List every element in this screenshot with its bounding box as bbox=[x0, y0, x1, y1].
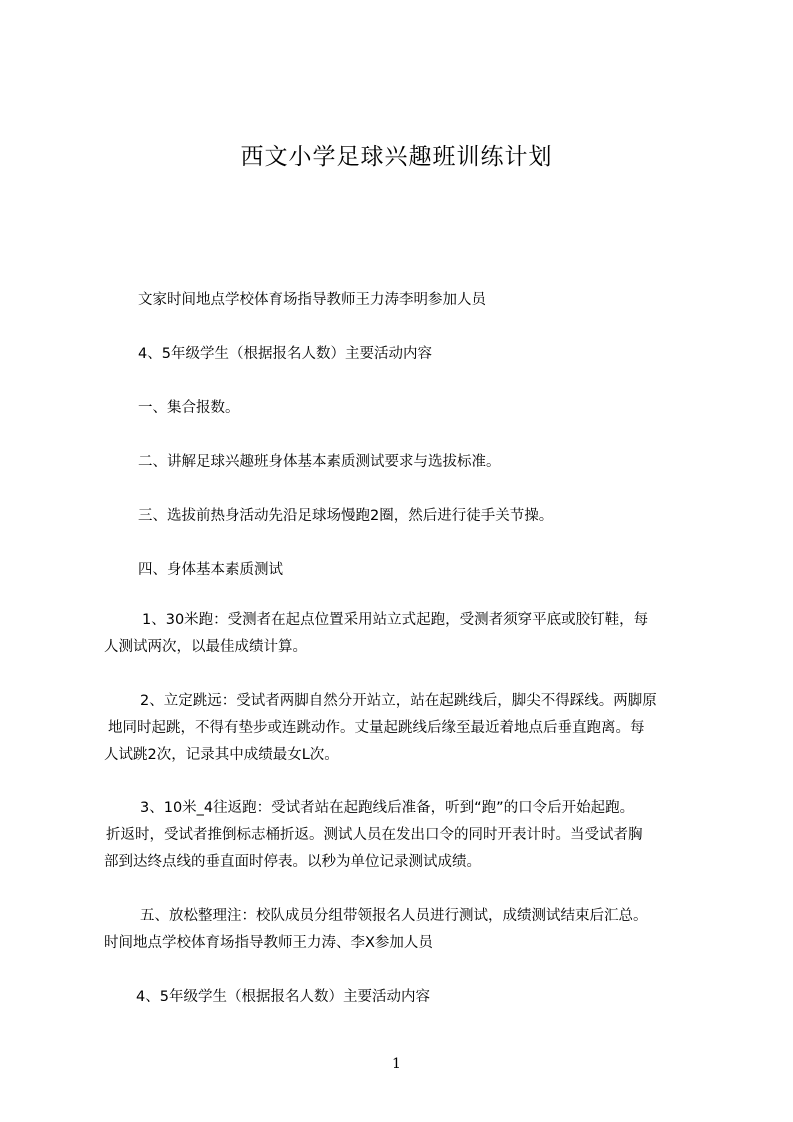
paragraph-closing: 4、5年级学生（根据报名人数）主要活动内容 bbox=[136, 989, 430, 1005]
paragraph-step-4: 四、身体基本素质测试 bbox=[138, 562, 283, 578]
paragraph-staff-info: 文家时间地点学校体育场指导教师王力涛李明参加人员 bbox=[138, 292, 486, 308]
item-shuttle-line3: 部到达终点线的垂直面时停表。以秒为单位记录测试成绩。 bbox=[104, 854, 481, 870]
paragraph-step-2: 二、讲解足球兴趣班身体基本素质测试要求与选拔标准。 bbox=[138, 454, 501, 470]
item-jump-line2: 地同时起跳，不得有垫步或连跳动作。丈量起跳线后缘至最近着地点后垂直跑离。每 bbox=[108, 720, 645, 736]
item-30m-line1: 1、30米跑：受测者在起点位置采用站立式起跑，受测者须穿平底或胶钉鞋，每 bbox=[142, 612, 649, 628]
item-jump-line1: 2、立定跳远：受试者两脚自然分开站立，站在起跳线后，脚尖不得踩线。两脚原 bbox=[140, 693, 657, 709]
item-30m-line2: 人测试两次，以最佳成绩计算。 bbox=[104, 639, 307, 655]
item-jump-line3: 人试跳2次，记录其中成绩最女L次。 bbox=[104, 747, 339, 763]
item-cooldown-line1: 五、放松整理注：校队成员分组带领报名人员进行测试，成绩测试结束后汇总。 bbox=[140, 908, 648, 924]
paragraph-step-3: 三、选拔前热身活动先沿足球场慢跑2圈，然后进行徒手关节操。 bbox=[138, 508, 554, 524]
document-title: 西文小学足球兴趣班训练计划 bbox=[240, 144, 553, 170]
item-shuttle-line2: 折返时，受试者推倒标志桶折返。测试人员在发出口令的同时开表计时。当受试者胸 bbox=[106, 827, 643, 843]
paragraph-step-1: 一、集合报数。 bbox=[138, 400, 240, 416]
page-number: 1 bbox=[392, 1056, 401, 1072]
item-cooldown-line2: 时间地点学校体育场指导教师王力涛、李X参加人员 bbox=[104, 935, 433, 951]
item-shuttle-line1: 3、10米_4往返跑：受试者站在起跑线后准备，听到“跑”的口令后开始起跑。 bbox=[140, 800, 635, 816]
paragraph-participants: 4、5年级学生（根据报名人数）主要活动内容 bbox=[138, 346, 432, 362]
